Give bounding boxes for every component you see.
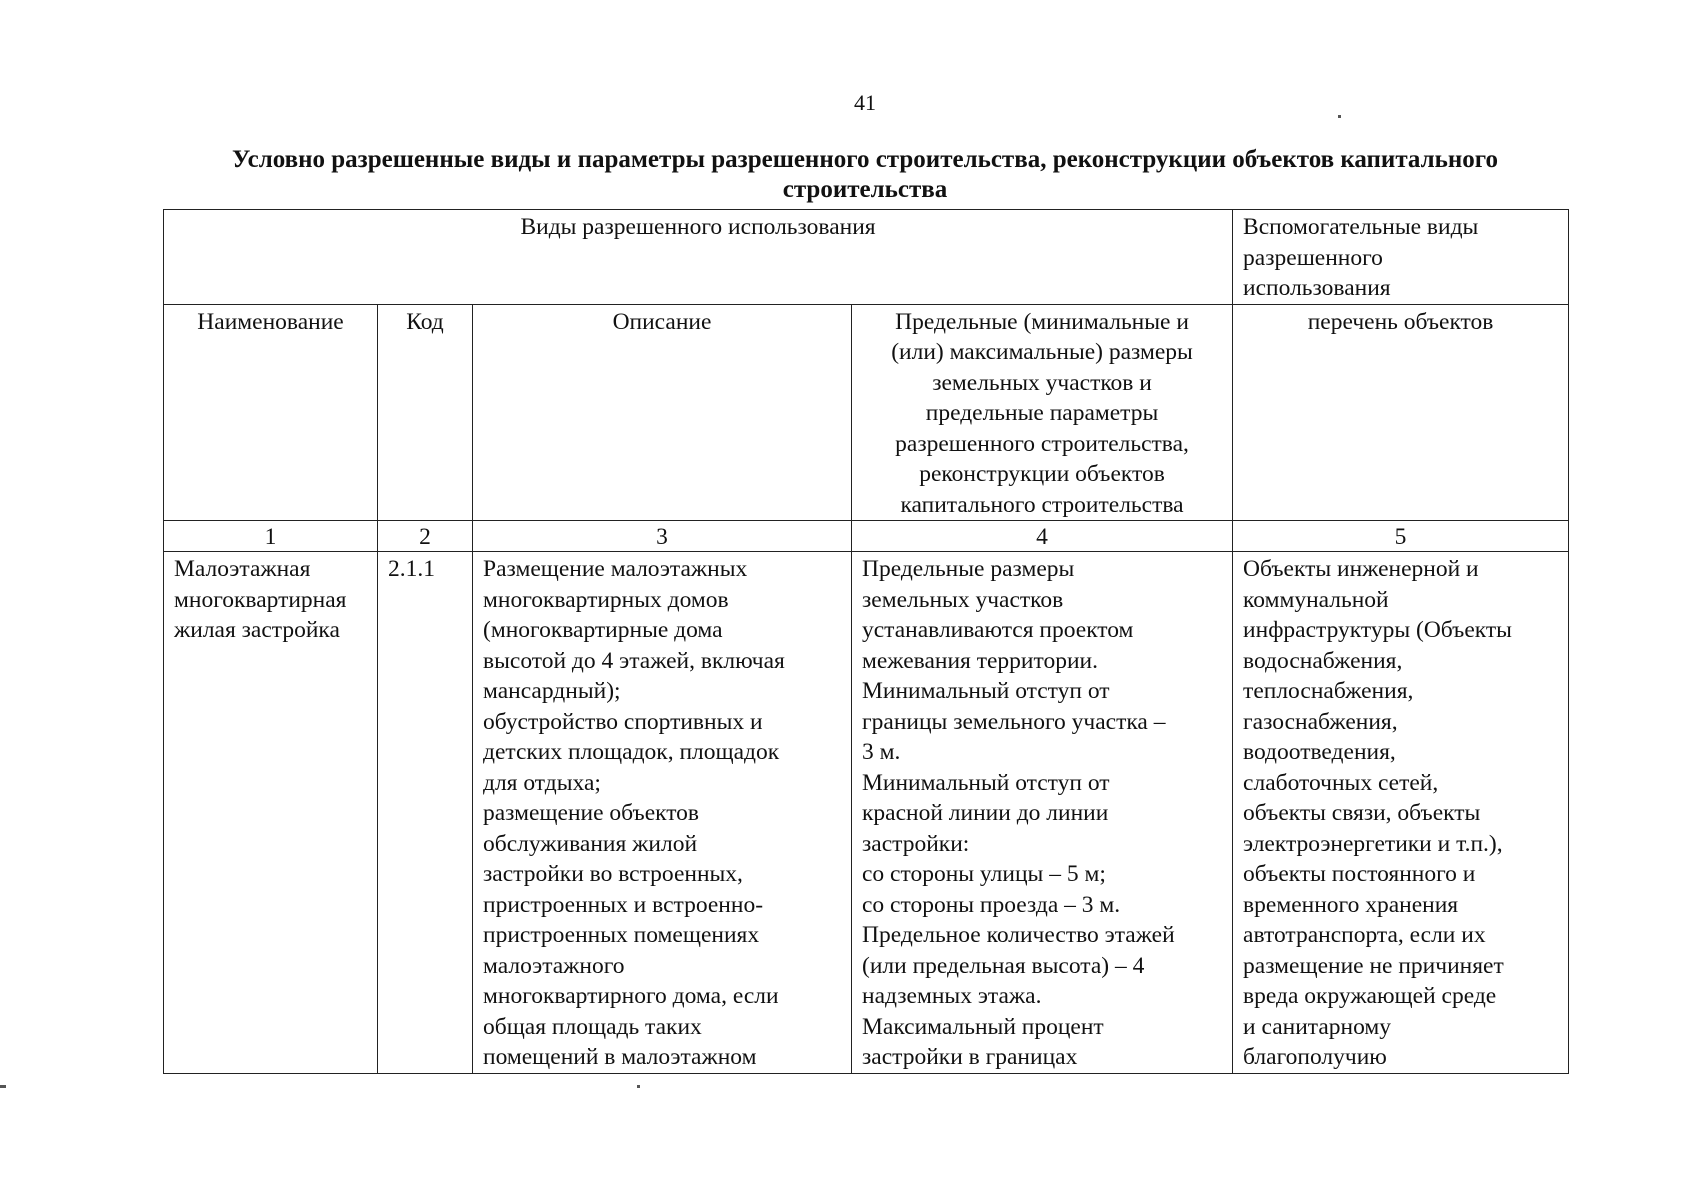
- text-line: обслуживания жилой: [483, 830, 698, 857]
- scan-speck: [637, 1085, 640, 1088]
- text-line: (многоквартирные дома: [483, 617, 723, 643]
- text-line: водоснабжения,: [1243, 647, 1403, 674]
- text-line: газоснабжения,: [1243, 708, 1398, 735]
- text-line: обустройство спортивных и: [483, 708, 763, 735]
- text-line: Малоэтажная: [174, 556, 311, 582]
- column-number: 4: [852, 521, 1233, 552]
- text-line: межевания территории.: [862, 647, 1098, 674]
- scan-speck: [1338, 115, 1341, 118]
- header-line: Вспомогательные виды: [1243, 214, 1479, 240]
- column-number: 1: [164, 521, 378, 552]
- text-line: многоквартирных домов: [483, 586, 729, 613]
- row-limits-cell: [852, 552, 1233, 1074]
- row-description: [483, 554, 841, 1073]
- text-line: и санитарному: [1243, 1013, 1392, 1040]
- text-line: высотой до 4 этажей, включая: [483, 647, 785, 674]
- text-line: земельных участков: [862, 586, 1064, 613]
- column-number: 3: [473, 521, 852, 552]
- text-line: застройки в границах: [862, 1044, 1078, 1070]
- row-description-cell: [473, 552, 852, 1074]
- text-line: вреда окружающей среде: [1243, 983, 1497, 1009]
- header-line: реконструкции объектов: [919, 461, 1165, 487]
- table-row: [164, 552, 1569, 1074]
- column-header-description: Описание: [473, 304, 852, 521]
- text-line: теплоснабжения,: [1243, 678, 1414, 704]
- header-line: капитального строительства: [900, 491, 1184, 518]
- row-limits: [862, 554, 1222, 1073]
- text-line: красной линии до линии: [862, 800, 1109, 826]
- text-line: со стороны проезда – 3 м.: [862, 891, 1121, 918]
- permitted-uses-table: [163, 209, 1569, 1074]
- text-line: объекты связи, объекты: [1243, 800, 1481, 826]
- text-line: автотранспорта, если их: [1243, 922, 1486, 948]
- text-line: слаботочных сетей,: [1243, 769, 1439, 796]
- text-line: пристроенных и встроенно-: [483, 891, 764, 918]
- column-header-name: Наименование: [164, 304, 378, 521]
- title-line: Условно разрешенные виды и параметры разрешенного строительства, реконструкции объектов капитального: [231, 146, 1499, 173]
- page-number: 41: [854, 90, 876, 115]
- row-name: [174, 554, 367, 646]
- text-line: со стороны улицы – 5 м;: [862, 861, 1106, 887]
- text-line: временного хранения: [1243, 891, 1459, 918]
- text-line: благополучию: [1243, 1044, 1387, 1070]
- header-line: (или) максимальные) размеры: [891, 339, 1193, 365]
- text-line: Объекты инженерной и: [1243, 556, 1479, 582]
- text-line: Минимальный отступ от: [862, 678, 1110, 704]
- row-name-cell: [164, 552, 378, 1074]
- text-line: Размещение малоэтажных: [483, 556, 748, 582]
- header-line: земельных участков и: [932, 369, 1152, 396]
- group-header-permitted-uses: Виды разрешенного использования: [164, 210, 1233, 305]
- text-line: общая площадь таких: [483, 1013, 702, 1040]
- header-line: разрешенного строительства,: [895, 430, 1189, 457]
- text-line: Предельные размеры: [862, 556, 1075, 582]
- text-line: застройки:: [862, 830, 970, 857]
- scan-speck: [0, 1085, 6, 1088]
- column-header-limits: [852, 304, 1233, 521]
- column-number: 2: [378, 521, 473, 552]
- text-line: (или предельная высота) – 4: [862, 952, 1145, 979]
- header-line: использования: [1243, 275, 1391, 301]
- row-objects-cell: [1233, 552, 1569, 1074]
- text-line: электроэнергетики и т.п.),: [1243, 830, 1503, 857]
- text-line: помещений в малоэтажном: [483, 1044, 757, 1070]
- text-line: 3 м.: [862, 739, 901, 765]
- title-line: строительства: [782, 176, 948, 203]
- text-line: коммунальной: [1243, 586, 1389, 613]
- text-line: надземных этажа.: [862, 983, 1042, 1009]
- text-line: детских площадок, площадок: [483, 739, 780, 765]
- text-line: инфраструктуры (Объекты: [1243, 617, 1512, 643]
- header-line: Предельные (минимальные и: [895, 308, 1189, 335]
- header-line: предельные параметры: [925, 400, 1159, 426]
- text-line: объекты постоянного и: [1243, 861, 1476, 887]
- text-line: жилая застройка: [174, 617, 340, 643]
- row-objects: [1243, 554, 1558, 1073]
- text-line: многоквартирная: [174, 586, 347, 613]
- text-line: размещение объектов: [483, 800, 700, 826]
- row-code: 2.1.1: [378, 552, 473, 1074]
- column-header-objects-list: перечень объектов: [1233, 304, 1569, 521]
- text-line: границы земельного участка –: [862, 708, 1166, 735]
- text-line: водоотведения,: [1243, 739, 1396, 765]
- text-line: мансардный);: [483, 678, 621, 704]
- column-number: 5: [1233, 521, 1569, 552]
- header-line: разрешенного: [1243, 244, 1383, 271]
- text-line: застройки во встроенных,: [483, 861, 743, 887]
- text-line: Предельное количество этажей: [862, 922, 1175, 948]
- group-header-auxiliary: [1233, 210, 1569, 305]
- text-line: Минимальный отступ от: [862, 769, 1110, 796]
- text-line: многоквартирного дома, если: [483, 983, 779, 1009]
- text-line: размещение не причиняет: [1243, 952, 1504, 979]
- text-line: устанавливаются проектом: [862, 617, 1134, 643]
- text-line: малоэтажного: [483, 952, 625, 979]
- text-line: Максимальный процент: [862, 1013, 1104, 1040]
- text-line: для отдыха;: [483, 769, 601, 796]
- text-line: пристроенных помещениях: [483, 922, 760, 948]
- column-header-code: Код: [378, 304, 473, 521]
- document-title: [160, 145, 1570, 205]
